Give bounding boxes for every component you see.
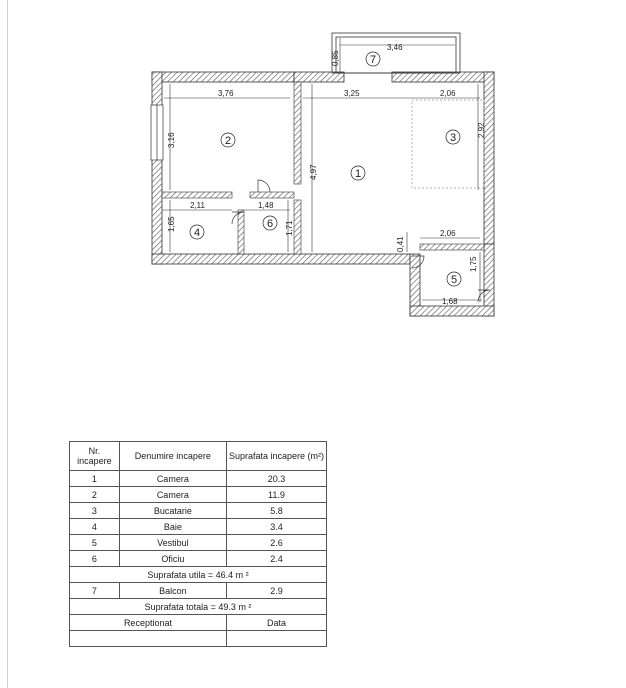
row-nr: 2 [70, 487, 120, 503]
row-name: Bucatarie [119, 503, 226, 519]
signature-blank-row [70, 631, 327, 647]
row-nr: 7 [70, 583, 120, 599]
room-number-4: 4 [194, 227, 201, 239]
row-area: 3.4 [226, 519, 326, 535]
dim-room4-depth: 1,65 [167, 216, 176, 232]
total-area-row [70, 599, 327, 615]
dim-balcony-depth: 0,85 [331, 50, 340, 66]
data-label: Data [226, 615, 326, 631]
dim-lower-width: 2,06 [440, 229, 456, 238]
total-area-unit: m ² [238, 601, 252, 612]
room-number-3: 3 [450, 132, 457, 144]
row-area: 2.4 [226, 551, 326, 567]
useful-area-value: 46.4 [215, 569, 234, 580]
row-nr: 6 [70, 551, 120, 567]
useful-area-label: Suprafata utila = [147, 569, 214, 580]
row-name: Camera [119, 487, 226, 503]
table-row [70, 503, 327, 519]
header-area: Suprafata incapere (m²) [226, 442, 326, 471]
table-row [70, 471, 327, 487]
dim-room2-depth: 3,16 [167, 132, 176, 148]
row-area: 2.9 [226, 583, 326, 599]
header-nr: Nr. incapere [70, 442, 120, 471]
room-number-6: 6 [267, 218, 274, 230]
row-area: 11.9 [226, 487, 326, 503]
dim-room5-width: 1,68 [442, 297, 458, 306]
total-area-value: 49.3 [218, 601, 236, 612]
row-area: 2.6 [226, 535, 326, 551]
dim-room4-width: 2,11 [190, 201, 205, 210]
interior-walls [162, 82, 484, 254]
room-number-1: 1 [355, 168, 362, 180]
row-name: Camera [119, 471, 226, 487]
room-area-table [69, 441, 327, 647]
table-row [70, 583, 327, 599]
row-name: Vestibul [119, 535, 226, 551]
dim-balcony-width: 3,46 [387, 43, 403, 52]
header-name: Denumire incapere [119, 442, 226, 471]
dim-room3-depth: 2,92 [477, 122, 486, 138]
table-row [70, 535, 327, 551]
dim-room1-width: 3,25 [344, 89, 360, 98]
row-nr: 4 [70, 519, 120, 535]
row-name: Baie [119, 519, 226, 535]
dim-wall-offset: 0,41 [396, 236, 405, 252]
balcony [332, 33, 460, 73]
total-area-label: Suprafata totala = [144, 601, 216, 612]
dim-room6-depth: 1,71 [285, 220, 294, 236]
room-number-2: 2 [225, 135, 232, 147]
receptionat-label: Receptionat [70, 615, 227, 631]
row-area: 20.3 [226, 471, 326, 487]
row-nr: 1 [70, 471, 120, 487]
dim-room3-width: 2,06 [440, 89, 456, 98]
row-nr: 5 [70, 535, 120, 551]
table-row [70, 487, 327, 503]
dim-room6-width: 1,48 [258, 201, 274, 210]
floor-plan [0, 0, 626, 330]
table-row [70, 551, 327, 567]
row-area: 5.8 [226, 503, 326, 519]
useful-area-unit: m ² [235, 569, 249, 580]
room-number-5: 5 [451, 274, 458, 286]
table-row [70, 519, 327, 535]
dim-room1-depth: 4,97 [309, 164, 318, 180]
room-number-7: 7 [370, 54, 377, 66]
row-nr: 3 [70, 503, 120, 519]
dim-room2-width: 3,76 [218, 89, 234, 98]
kitchen-counter [412, 100, 484, 188]
row-name: Oficiu [119, 551, 226, 567]
row-name: Balcon [119, 583, 226, 599]
useful-area-row [70, 567, 327, 583]
dim-room5-depth: 1,75 [469, 256, 478, 272]
signature-header-row [70, 615, 327, 631]
table-header-row [70, 442, 327, 471]
